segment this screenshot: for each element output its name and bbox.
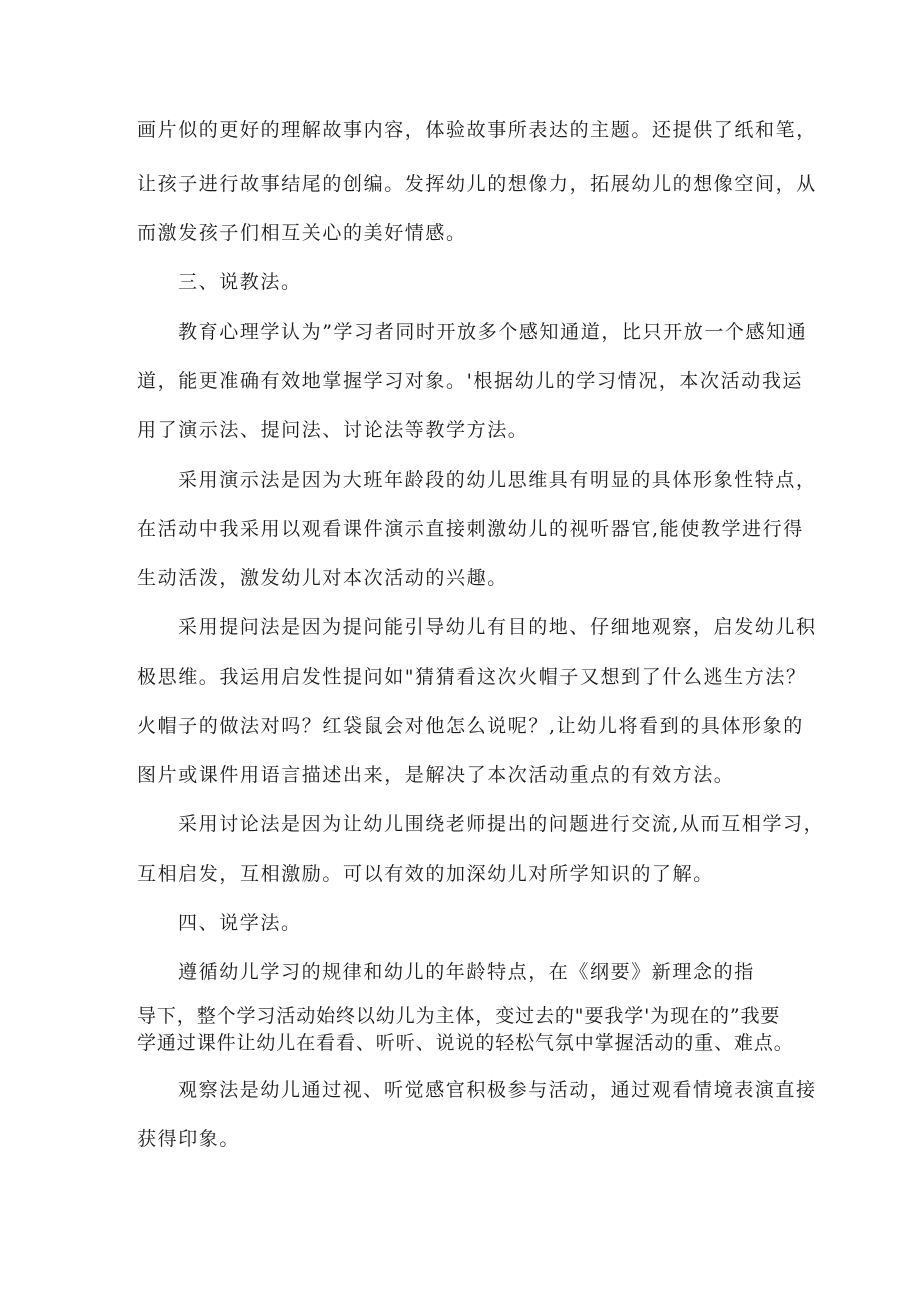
paragraph-line: 画片似的更好的理解故事内容，体验故事所表达的主题。还提供了纸和笔，	[137, 119, 817, 141]
paragraph-line: 生动活泼，激发幼儿对本次活动的兴趣。	[137, 567, 508, 589]
paragraph-line: 采用讨论法是因为让幼儿围绕老师提出的问题进行交流,从而互相学习，	[178, 813, 825, 835]
paragraph-line: 获得印象。	[137, 1128, 241, 1150]
paragraph-line: 采用演示法是因为大班年龄段的幼儿思维具有明显的具体形象性特点，	[178, 469, 817, 491]
paragraph-line: 导下，整个学习活动始终以幼儿为主体，变过去的"要我学'为现在的”我要	[137, 1005, 781, 1027]
paragraph-line: 图片或课件用语言描述出来，是解决了本次活动重点的有效方法。	[137, 764, 735, 786]
paragraph-line: 采用提问法是因为提问能引导幼儿有目的地、仔细地观察，启发幼儿积	[178, 616, 817, 638]
section-heading-teaching-methods: 三、说教法。	[178, 271, 302, 293]
paragraph-line: 让孩子进行故事结尾的创编。发挥幼儿的想像力，拓展幼儿的想像空间，从	[137, 173, 817, 195]
paragraph-line: 道，能更准确有效地掌握学习对象。'根据幼儿的学习情况，本次活动我运	[137, 370, 804, 392]
paragraph-line: 而激发孩子们相互关心的美好情感。	[137, 222, 467, 244]
paragraph-line: 火帽子的做法对吗？红袋鼠会对他怎么说呢？,让幼儿将看到的具体形象的	[137, 715, 804, 737]
paragraph-line: 观察法是幼儿通过视、听觉感官积极参与活动，通过观看情境表演直接	[178, 1079, 817, 1101]
paragraph-line: 学通过课件让幼儿在看看、听听、说说的轻松气氛中掌握活动的重、难点。	[137, 1032, 794, 1054]
paragraph-line: 互相启发，互相激励。可以有效的加深幼儿对所学知识的了解。	[137, 863, 714, 885]
paragraph-line: 在活动中我采用以观看课件演示直接刺激幼儿的视听器官,能使教学进行得	[137, 518, 804, 540]
paragraph-line: 极思维。我运用启发性提问如"猜猜看这次火帽子又想到了什么逃生方法？	[137, 666, 807, 688]
paragraph-line: 教育心理学认为”学习者同时开放多个感知通道，比只开放一个感知通	[178, 321, 808, 343]
section-heading-learning-methods: 四、说学法。	[178, 912, 302, 934]
paragraph-line: 用了演示法、提问法、讨论法等教学方法。	[137, 419, 529, 441]
paragraph-line: 遵循幼儿学习的规律和幼儿的年龄特点，在《纲要》新理念的指	[178, 961, 755, 983]
